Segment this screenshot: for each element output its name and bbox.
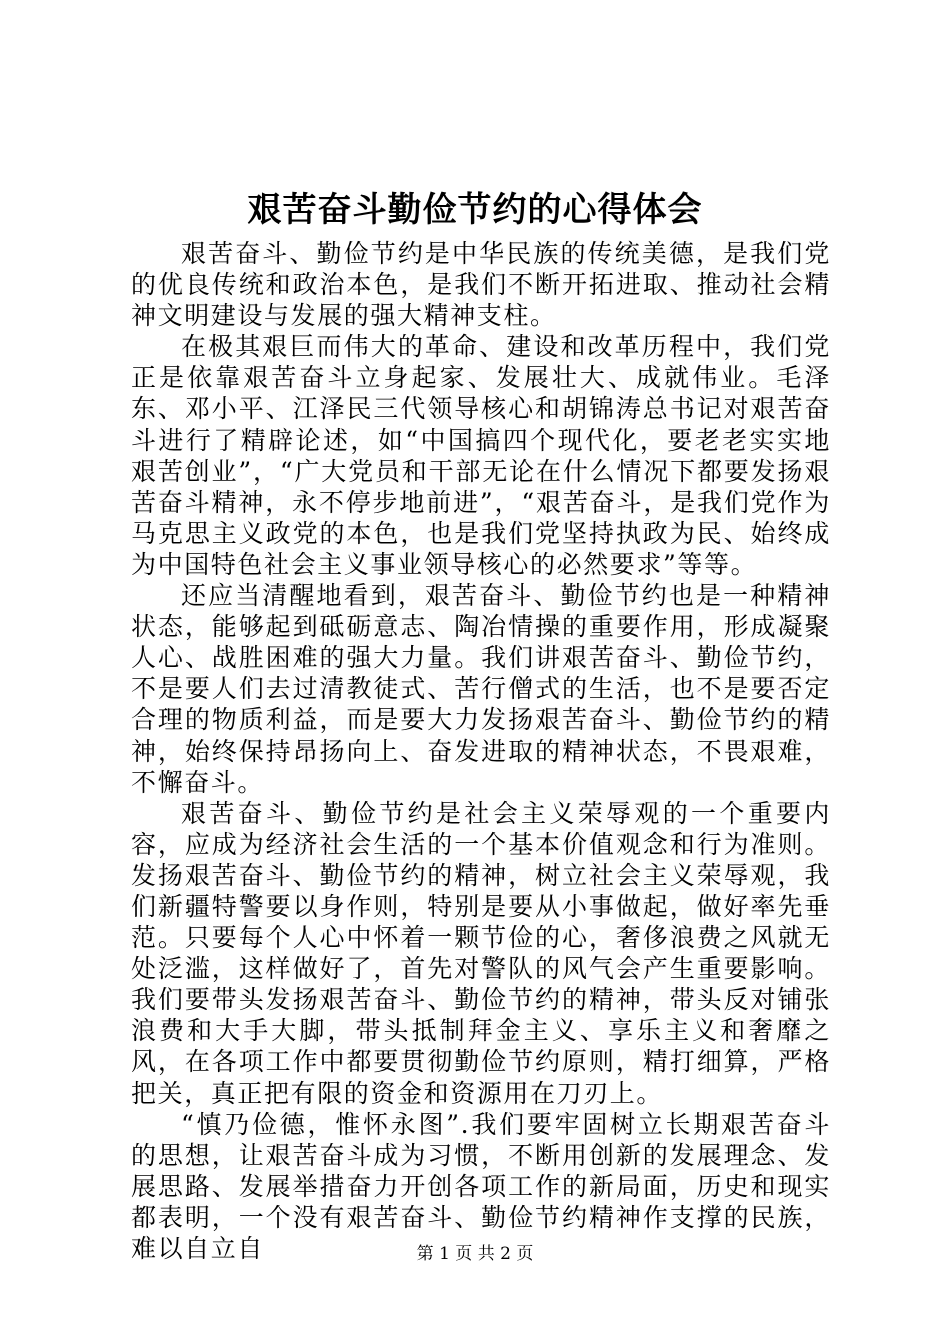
- paragraph-1: 艰苦奋斗、勤俭节约是中华民族的传统美德，是我们党的优良传统和政治本色，是我们不断开拓进取、推动社会精神文明建设与发展的强大精神支柱。: [131, 239, 831, 331]
- paragraph-4: 艰苦奋斗、勤俭节约是社会主义荣辱观的一个重要内容，应成为经济社会生活的一个基本价值观念和行为准则。发扬艰苦奋斗、勤俭节约的精神，树立社会主义荣辱观，我们新疆特警要以身作则，特别是要从小事做起，做好率先垂范。只要每个人心中怀着一颗节俭的心，奢侈浪费之风就无处泛滥，这样做好了，首先对警队的风气会产生重要影响。我们要带头发扬艰苦奋斗、勤俭节约的精神，带头反对铺张浪费和大手大脚，带头抵制拜金主义、享乐主义和奢靡之风，在各项工作中都要贯彻勤俭节约原则，精打细算，严格把关，真正把有限的资金和资源用在刀刃上。: [131, 798, 831, 1108]
- document-body: [131, 238, 831, 1264]
- paragraph-5: “慎乃俭德，惟怀永图”.我们要牢固树立长期艰苦奋斗的思想，让艰苦奋斗成为习惯，不断用创新的发展理念、发展思路、发展举措奋力开创各项工作的新局面，历史和现实都表明，一个没有艰苦奋斗、勤俭节约精神作支撑的民族，难以自立自: [131, 1109, 831, 1263]
- document-title: 艰苦奋斗勤俭节约的心得体会: [247, 190, 703, 230]
- page-number-footer: 第 1 页 共 2 页: [416, 1244, 534, 1264]
- paragraph-2: 在极其艰巨而伟大的革命、建设和改革历程中，我们党正是依靠艰苦奋斗立身起家、发展壮大、成就伟业。毛泽东、邓小平、江泽民三代领导核心和胡锦涛总书记对艰苦奋斗进行了精辟论述，如“中国搞四个现代化，要老老实实地艰苦创业”，“广大党员和干部无论在什么情况下都要发扬艰苦奋斗精神，永不停步地前进”，“艰苦奋斗，是我们党作为马克思主义政党的本色，也是我们党坚持执政为民、始终成为中国特色社会主义事业领导核心的必然要求”等等。: [131, 332, 831, 579]
- paragraph-3: 还应当清醒地看到，艰苦奋斗、勤俭节约也是一种精神状态，能够起到砥砺意志、陶冶情操的重要作用，形成凝聚人心、战胜困难的强大力量。我们讲艰苦奋斗、勤俭节约，不是要人们去过清教徒式、苦行僧式的生活，也不是要否定合理的物质利益，而是要大力发扬艰苦奋斗、勤俭节约的精神，始终保持昂扬向上、奋发进取的精神状态，不畏艰难，不懈奋斗。: [131, 581, 831, 797]
